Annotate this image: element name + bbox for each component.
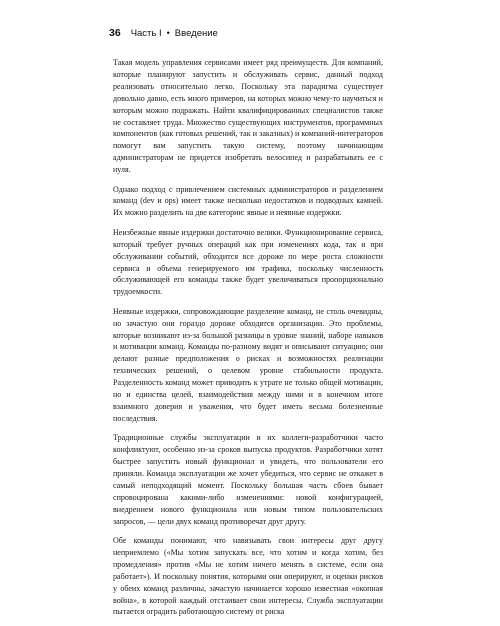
body-text	[113, 57, 383, 626]
page-number: 36	[109, 27, 121, 39]
paragraph-1: Такая модель управления сервисами имеет ряд преимуществ. Для компаний, которые планируют запустить и обслуживать сервис, данный подход реализовать относительно легко. Поскольку эта парадигма существует довольно давно, есть много примеров, на которых можно чему-то научиться и которым можно подражать. Найти квалифицированных специалистов также не составляет труда. Множество существующих инструментов, программных компонентов (как готовых решений, так и заказных) и компаний-интеграторов помогут вам запустить такую систему, поэтому начинающим администраторам не придется изобретать велосипед и разрабатывать ее с нуля.	[113, 58, 383, 175]
paragraph-4: Неявные издержки, сопровождающие разделение команд, не столь очевидны, но зачастую они гораздо дороже обходятся организации. Это проблемы, которые возникают из-за большой разницы в уровне знаний, наборе навыков и мотивации команд. Команды по-разному видят и описывают ситуацию; они делают разные предположения о рисках и возможностях реализации технических решений, о целевом уровне стабильности продукта. Разделенность команд может приводить к утрате не только общей мотивации, но и единства целей, взаимодействия между ними и в конечном итоге взаимного доверия и уважения, что будет иметь весьма болезненные последствия.	[113, 306, 383, 423]
header-bullet: •	[166, 28, 170, 38]
running-head	[109, 27, 218, 41]
paragraph-5: Традиционные службы эксплуатации и их коллеги-разработчики часто конфликтуют, особенно из-за сроков выпуска продуктов. Разработчики хотят быстрее запустить новый функционал и увидеть, что пользователи его приняли. Команда эксплуатации же хочет убедиться, что сервис не откажет в самый неподходящий момент. Поскольку большая часть сбоев бывает спровоцирована какими-либо изменениями: новой конфигурацией, внедрением нового функционала или новым типом пользовательских запросов, — цели двух команд противоречат друг другу.	[113, 433, 383, 526]
paragraph-2: Однако подход с привлечением системных администраторов и разделением команд (dev и ops) имеет также несколько недостатков и подводных камней. Их можно разделить на две категории: явные и неявные издержки.	[113, 184, 383, 218]
part-label: Часть I	[130, 28, 162, 39]
paragraph-6: Обе команды понимают, что навязывать свои интересы друг другу неприемлемо («Мы хотим запускать все, что хотим и когда хотим, без промедления» против «Мы не хотим ничего менять в системе, если она работает»). И поскольку понятия, которыми они оперируют, и оценки рисков у обеих команд различны, зачастую начинается хорошо известная «окопная война», в которой каждый отстаивает свои интересы. Служба эксплуатации пытается оградить работающую систему от риска	[113, 536, 383, 617]
chapter-label: Введение	[174, 28, 218, 39]
paragraph-3: Неизбежные явные издержки достаточно велики. Функционирование сервиса, который требует ручных операций как при изменениях кода, так и при обслуживании событий, обходится все дороже по мере роста сложности сервиса и объема генерируемого им трафика, поскольку численность обслуживающей его команды также будет увеличиваться пропорционально трудоемкости.	[113, 227, 383, 297]
